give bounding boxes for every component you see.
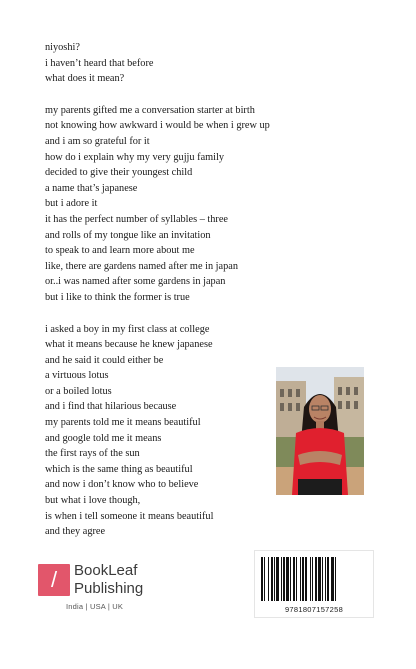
poem-line: niyoshi?	[45, 42, 80, 53]
barcode-bar	[300, 557, 301, 601]
barcode-bar	[325, 557, 326, 601]
barcode-bar	[283, 557, 285, 601]
publisher-name-line2: Publishing	[74, 580, 144, 597]
barcode-bar	[268, 557, 269, 601]
poem-stanza	[45, 40, 375, 87]
poem-line: how do i explain why my very gujju family	[45, 151, 225, 163]
poem-line: which is the same thing as beautiful	[45, 463, 193, 475]
poem-line: to speak to and learn more about me	[45, 245, 195, 257]
barcode-bar	[335, 557, 336, 601]
barcode-bar	[271, 557, 273, 601]
poem-line: but i like to think the former is true	[45, 291, 190, 303]
barcode-bar	[331, 557, 334, 601]
poem-line: or..i was named after some gardens in japan	[45, 276, 226, 288]
poem-line: not knowing how awkward i would be when i grew up	[45, 120, 270, 132]
poem-line: and he said it could either be	[45, 354, 164, 366]
poem-line: and i find that hilarious because	[45, 401, 177, 413]
publisher-regions: India | USA | UK	[66, 602, 124, 611]
barcode-bar	[318, 557, 321, 601]
poem-line: my parents gifted me a conversation starter at birth	[45, 104, 255, 116]
poem-line: what does it mean?	[45, 73, 125, 85]
barcode-bar	[274, 557, 275, 601]
barcode-bar	[293, 557, 295, 601]
barcode-bar	[322, 557, 323, 601]
author-portrait-image	[276, 367, 364, 495]
isbn-number: 9781807157258	[284, 605, 344, 614]
poem-line: and i am so grateful for it	[45, 135, 150, 147]
poem-line: i haven’t heard that before	[45, 57, 154, 69]
logo-mark-glyph: /	[50, 567, 58, 592]
poem-line: and google told me it means	[45, 432, 162, 444]
poem-line: like, there are gardens named after me in japan	[45, 260, 238, 272]
barcode-bar	[281, 557, 282, 601]
barcode-bar	[305, 557, 307, 601]
barcode-bar	[290, 557, 291, 601]
poem-line: a virtuous lotus	[45, 370, 109, 382]
barcode-bar	[296, 557, 297, 601]
barcode-bar	[264, 557, 265, 601]
poem-line: decided to give their youngest child	[45, 167, 193, 179]
poem-line: what it means because he knew japanese	[45, 339, 213, 351]
publisher-name-line1: BookLeaf	[74, 562, 138, 579]
barcode-bar	[261, 557, 263, 601]
poem-line: but what i love though,	[45, 495, 141, 507]
poem-line: and now i don’t know who to believe	[45, 479, 199, 491]
barcode-bars	[261, 557, 367, 601]
author-photo	[276, 367, 364, 495]
barcode-bar	[327, 557, 329, 601]
poem-line: but i adore it	[45, 198, 98, 210]
poem-line: and rolls of my tongue like an invitation	[45, 229, 211, 241]
publisher-logo	[38, 562, 168, 618]
poem-line: my parents told me it means beautiful	[45, 417, 201, 429]
poem-line: it has the perfect number of syllables – three	[45, 213, 228, 225]
barcode-bar	[315, 557, 317, 601]
isbn-barcode	[254, 550, 374, 618]
poem-stanza	[45, 103, 375, 306]
poem-line: i asked a boy in my first class at college	[45, 323, 210, 335]
barcode-bar	[302, 557, 304, 601]
poem-line: the first rays of the sun	[45, 448, 140, 460]
poem-line: and they agree	[45, 526, 106, 538]
barcode-bar	[310, 557, 311, 601]
poem-line: or a boiled lotus	[45, 385, 112, 397]
barcode-bar	[312, 557, 313, 601]
barcode-bar	[276, 557, 279, 601]
publisher-name	[74, 562, 143, 598]
poem-line: is when i tell someone it means beautiful	[45, 510, 214, 522]
poem-line: a name that’s japanese	[45, 182, 138, 194]
barcode-bar	[286, 557, 289, 601]
bookleaf-logo-icon	[38, 564, 70, 596]
